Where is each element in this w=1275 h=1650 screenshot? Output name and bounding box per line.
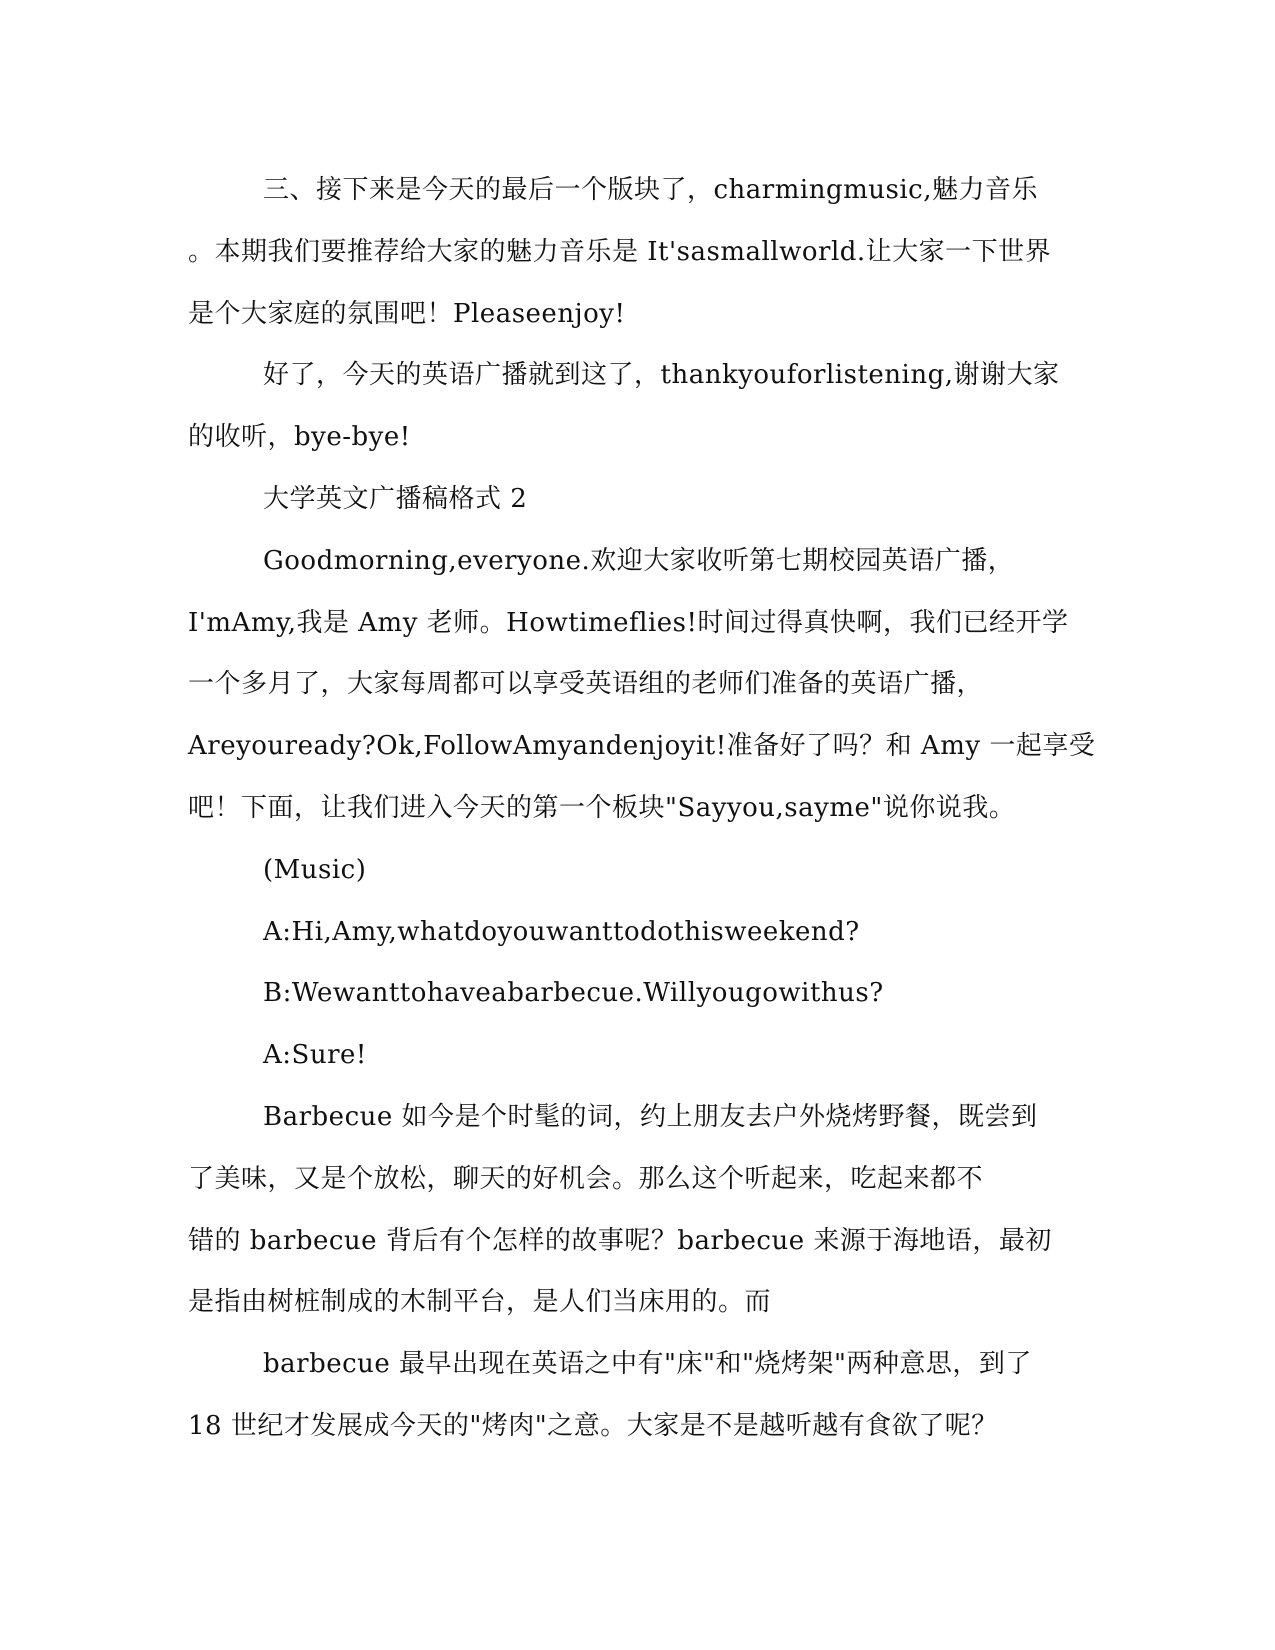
paragraph-line: 一个多月了，大家每周都可以享受英语组的老师们准备的英语广播，: [188, 669, 984, 700]
paragraph-line: 是个大家庭的氛围吧！Pleaseenjoy!: [188, 298, 626, 329]
paragraph-line: 好了，今天的英语广播就到这了，thankyouforlistening,谢谢大家: [263, 360, 1060, 391]
dialogue-line: (Music): [263, 854, 367, 885]
section-heading: 大学英文广播稿格式 2: [263, 483, 528, 514]
dialogue-line: A:Hi,Amy,whatdoyouwanttodothisweekend?: [263, 916, 860, 947]
paragraph-line: 18 世纪才发展成今天的"烤肉"之意。大家是不是越听越有食欲了呢？: [188, 1410, 998, 1441]
dialogue-line: B:Wewanttohaveabarbecue.Willyougowithus?: [263, 978, 884, 1009]
paragraph-line: 。本期我们要推荐给大家的魅力音乐是 It'sasmallworld.让大家一下世界: [188, 236, 1052, 267]
paragraph-line: 错的 barbecue 背后有个怎样的故事呢？barbecue 来源于海地语，最初: [188, 1225, 1052, 1256]
paragraph-line: Goodmorning,everyone.欢迎大家收听第七期校园英语广播，: [263, 545, 1015, 576]
document-body: [188, 160, 1096, 1458]
paragraph-line: I'mAmy,我是 Amy 老师。Howtimeflies!时间过得真快啊，我们已经开学: [188, 607, 1069, 638]
paragraph-line: barbecue 最早出现在英语之中有"床"和"烧烤架"两种意思，到了: [263, 1349, 1032, 1380]
paragraph-line: Areyouready?Ok,FollowAmyandenjoyit!准备好了吗？和 Amy 一起享受: [188, 731, 1096, 762]
paragraph-line: Barbecue 如今是个时髦的词，约上朋友去户外烧烤野餐，既尝到: [263, 1101, 1038, 1132]
paragraph-line: 了美味，又是个放松，聊天的好机会。那么这个听起来，吃起来都不: [188, 1163, 984, 1194]
paragraph-line: 三、接下来是今天的最后一个版块了，charmingmusic,魅力音乐: [263, 175, 1038, 205]
paragraph-line: 吧！下面，让我们进入今天的第一个板块"Sayyou,sayme"说你说我。: [188, 792, 1016, 823]
paragraph-line: 的收听，bye-bye!: [188, 422, 411, 453]
dialogue-line: A:Sure!: [263, 1040, 367, 1071]
paragraph-line: 是指由树桩制成的木制平台，是人们当床用的。而: [188, 1287, 772, 1318]
